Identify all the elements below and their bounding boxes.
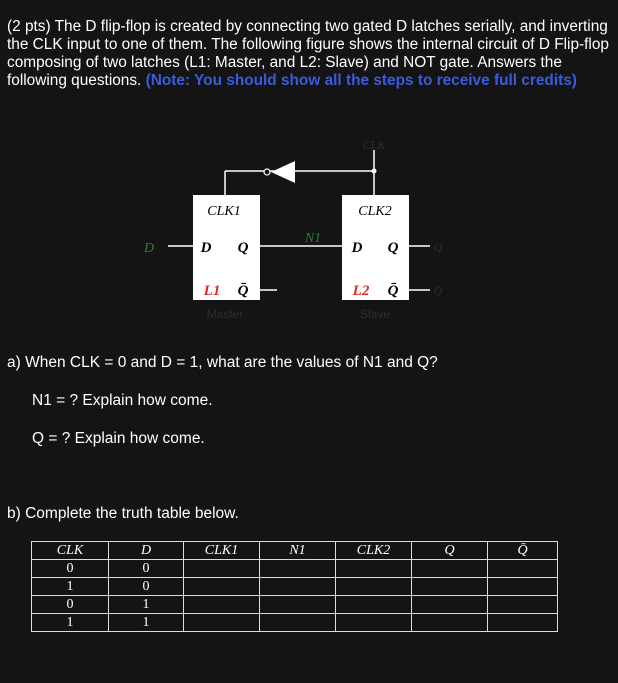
- master-clk-label: CLK1: [207, 204, 241, 219]
- master-q-label: Q: [237, 240, 249, 256]
- intro-note: (Note: You should show all the steps to receive full credits): [145, 72, 577, 89]
- header-clk1: CLK1: [184, 542, 260, 560]
- cell-d: 1: [109, 596, 184, 614]
- cell-clk2[interactable]: [336, 596, 412, 614]
- question-a-q-line: Q = ? Explain how come.: [32, 430, 205, 447]
- header-q: Q: [412, 542, 488, 560]
- slave-clk-label: CLK2: [358, 204, 392, 219]
- cell-q[interactable]: [412, 596, 488, 614]
- master-qbar-label: Q̄: [237, 283, 249, 299]
- clk-input-label: CLK: [362, 138, 386, 152]
- cell-qbar[interactable]: [488, 578, 558, 596]
- header-n1: N1: [260, 542, 336, 560]
- question-b-prompt: b) Complete the truth table below.: [7, 505, 239, 522]
- cell-clk: 0: [32, 560, 109, 578]
- cell-q[interactable]: [412, 614, 488, 632]
- cell-clk: 1: [32, 614, 109, 632]
- not-gate-bubble: [264, 169, 270, 175]
- cell-clk1[interactable]: [184, 596, 260, 614]
- cell-d: 0: [109, 578, 184, 596]
- cell-q[interactable]: [412, 578, 488, 596]
- flip-flop-circuit: [0, 130, 618, 330]
- cell-clk1[interactable]: [184, 614, 260, 632]
- header-clk2: CLK2: [336, 542, 412, 560]
- q-output-label: Q: [433, 240, 443, 254]
- problem-intro: [7, 18, 611, 90]
- cell-clk: 1: [32, 578, 109, 596]
- clk-junction: [372, 169, 377, 174]
- master-name-label: L1: [203, 283, 221, 299]
- master-caption: Master: [206, 307, 244, 321]
- truth-table: [31, 541, 558, 632]
- truth-table-header: [32, 542, 558, 560]
- cell-clk1[interactable]: [184, 578, 260, 596]
- header-qbar: Q̄: [488, 542, 558, 560]
- cell-qbar[interactable]: [488, 596, 558, 614]
- slave-qbar-label: Q̄: [387, 283, 399, 299]
- cell-qbar[interactable]: [488, 560, 558, 578]
- slave-name-label: L2: [352, 283, 370, 299]
- cell-n1[interactable]: [260, 596, 336, 614]
- cell-qbar[interactable]: [488, 614, 558, 632]
- cell-d: 0: [109, 560, 184, 578]
- cell-clk2[interactable]: [336, 578, 412, 596]
- d-input-label: D: [143, 241, 155, 256]
- cell-n1[interactable]: [260, 578, 336, 596]
- slave-q-label: Q: [387, 240, 399, 256]
- header-d: D: [109, 542, 184, 560]
- slave-caption: Slave: [359, 307, 391, 321]
- not-gate-icon: [271, 161, 295, 183]
- slave-d-label: D: [351, 240, 363, 256]
- cell-clk: 0: [32, 596, 109, 614]
- cell-clk2[interactable]: [336, 614, 412, 632]
- n1-label: N1: [304, 231, 322, 246]
- cell-clk1[interactable]: [184, 560, 260, 578]
- question-a-prompt: a) When CLK = 0 and D = 1, what are the values of N1 and Q?: [7, 354, 438, 371]
- cell-d: 1: [109, 614, 184, 632]
- cell-n1[interactable]: [260, 614, 336, 632]
- table-row: [32, 614, 558, 632]
- cell-q[interactable]: [412, 560, 488, 578]
- intro-text: (2 pts) The D flip-flop is created by connecting two gated D latches serially, and inverting the CLK input to one of them. The following figure shows the internal circuit of D Flip-flop composing of two latches (L1: Master, and L2: Slave) and NOT gate. Answers the following questions.: [7, 18, 609, 89]
- qbar-output-label: Q̄: [433, 284, 443, 298]
- cell-n1[interactable]: [260, 560, 336, 578]
- table-row: [32, 596, 558, 614]
- master-d-label: D: [200, 240, 212, 256]
- question-a-n1-line: N1 = ? Explain how come.: [32, 392, 213, 409]
- table-row: [32, 578, 558, 596]
- cell-clk2[interactable]: [336, 560, 412, 578]
- header-clk: CLK: [32, 542, 109, 560]
- table-row: [32, 560, 558, 578]
